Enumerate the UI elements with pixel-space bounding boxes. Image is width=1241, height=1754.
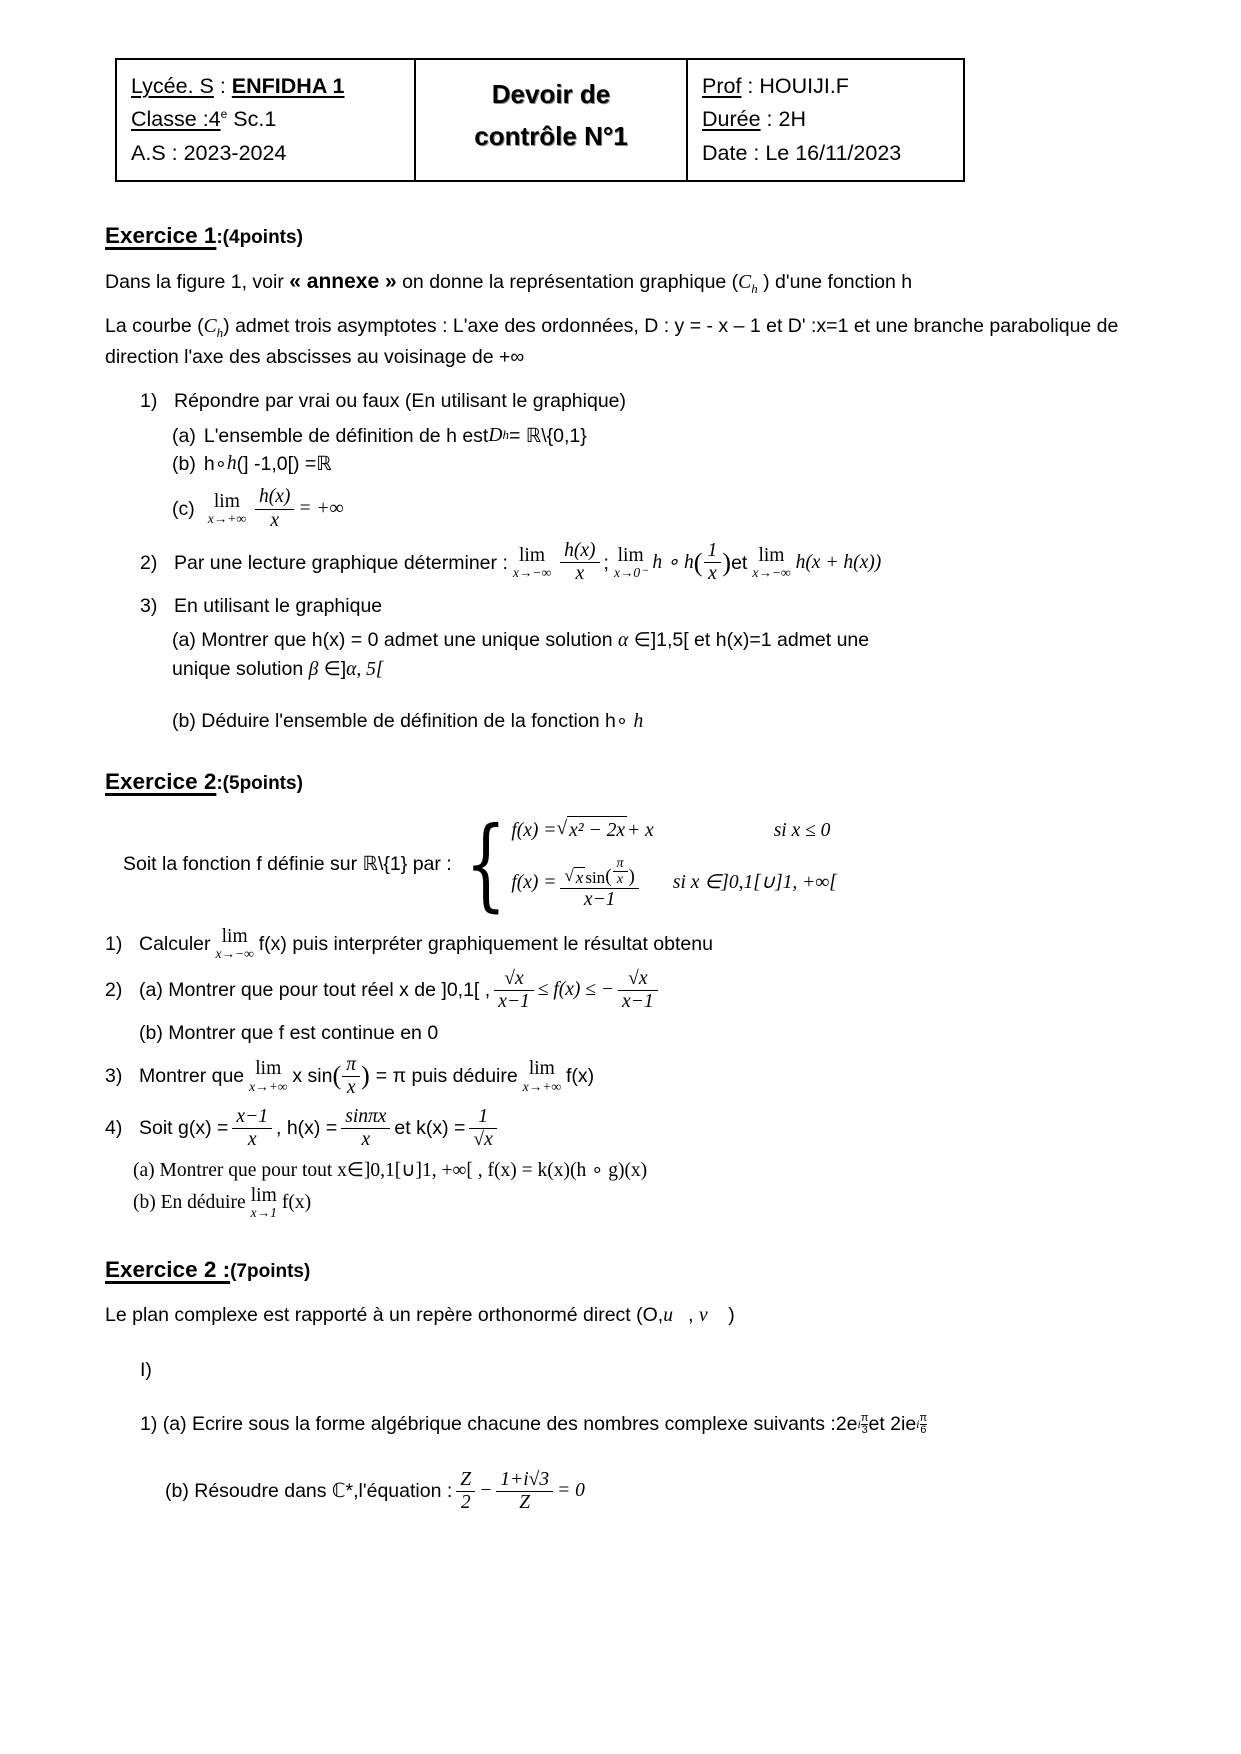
minus-operator: − (479, 1480, 493, 1502)
lim-word: lim (528, 1058, 555, 1080)
limit-expression: h(x + h(x)) (795, 551, 882, 573)
fraction-denominator: 2 (460, 1492, 471, 1514)
text-run: Dans la figure 1, voir (105, 270, 290, 293)
math-fraction (342, 1054, 360, 1100)
fraction-numerator: π (919, 1411, 928, 1424)
ex2-q1-content (139, 927, 713, 962)
text-run: unique solution (172, 658, 309, 681)
alpha-symbol: α (618, 630, 629, 652)
math-fraction (560, 856, 638, 911)
fraction-numerator: 1 (704, 540, 722, 563)
domain-subscript: h (502, 427, 509, 443)
curve-symbol: C (203, 316, 217, 338)
prof-line (702, 70, 953, 103)
text-run: ; (603, 551, 609, 574)
text-run: , 5[ (356, 659, 384, 681)
fraction-denominator: x (575, 563, 585, 585)
v-vector-symbol: v⃗ (698, 1304, 723, 1326)
text-run: = ℝ\{0,1} (508, 424, 587, 447)
fraction-numerator: h(x) (560, 540, 599, 563)
limit-operator (208, 492, 246, 527)
separator: , (688, 1303, 699, 1326)
text-run: = π puis déduire (375, 1065, 518, 1088)
text-run: , h(x) = (276, 1117, 338, 1140)
text-run: (b) Déduire l'ensemble de définition de la fonction h∘ (172, 709, 634, 732)
piecewise-case1 (511, 816, 836, 845)
math-fraction (469, 1106, 496, 1152)
text-run: f(x) (565, 1065, 595, 1088)
prof-label: Prof (702, 74, 742, 98)
fraction-denominator: Z (519, 1492, 531, 1514)
item-number: 2) (140, 551, 158, 574)
ex3-intro-paragraph (105, 1301, 1136, 1330)
school-name: ENFIDHA 1 (231, 74, 345, 98)
class-sup: e (220, 107, 228, 122)
duration-label: Durée (702, 107, 761, 132)
fraction-numerator: π (613, 856, 628, 872)
math-fraction (613, 856, 628, 888)
text-run: (b) Résoudre dans ℂ*,l'équation : (165, 1480, 453, 1503)
limit-operator (513, 546, 551, 581)
text-run: et (731, 551, 748, 574)
limit-operator (752, 546, 790, 581)
piecewise-cases (511, 816, 836, 910)
case1-lhs: f(x) = (511, 819, 557, 841)
lim-word: lim (255, 1058, 282, 1080)
fraction-denominator: 6 (920, 1424, 927, 1437)
radical-sign: √ (556, 818, 568, 840)
fraction-numerator: h(x) (255, 486, 294, 509)
header-info-cell (686, 60, 967, 180)
separator: : (213, 74, 232, 98)
ex1-q3a-line1 (172, 626, 1136, 655)
ex3-part-I (140, 1356, 1136, 1384)
exam-title-line1: Devoir de (491, 79, 611, 109)
item-number: 3) (105, 1065, 123, 1088)
text-run: 1) (a) Ecrire sous la forme algébrique chacune des nombres complexe suivants :2e (140, 1413, 858, 1436)
function-intro-text: Soit la fonction f définie sur ℝ\{1} par : (123, 852, 452, 875)
fraction-denominator: x (247, 1128, 257, 1150)
fraction-denominator: x (616, 872, 624, 888)
item-label: (c) (172, 497, 195, 520)
class-line (131, 103, 400, 136)
case2-lhs: f(x) = (511, 872, 557, 894)
curve-symbol: C (738, 271, 752, 293)
text-run: = +∞ (298, 497, 344, 519)
fraction-numerator: x−1 (232, 1106, 272, 1129)
text-run: Par une lecture graphique déterminer : (174, 551, 508, 574)
beta-symbol: β (308, 659, 319, 681)
text-run: La courbe ( (105, 315, 204, 338)
fraction-denominator: x (361, 1128, 371, 1150)
math-fraction (341, 1106, 390, 1152)
text-run: Montrer que (139, 1065, 245, 1088)
math-fraction (496, 1469, 553, 1515)
ex2-q2b (139, 1019, 1136, 1047)
prof-name: : HOUIJI.F (741, 74, 849, 98)
text-run: (a) Montrer que pour tout réel x de ]0,1[ , (139, 979, 491, 1002)
ex1-q3a-line2 (172, 655, 1136, 684)
ex1-q1b (172, 450, 1136, 478)
lim-word: lim (221, 925, 248, 947)
duration-line (702, 103, 953, 136)
exercise2-points: :(5points) (216, 772, 303, 794)
close-paren: ) (722, 547, 732, 577)
ex1-q2 (140, 540, 1136, 586)
function-symbol: h (226, 452, 237, 474)
fraction-denominator: x (708, 563, 717, 585)
header-school-cell (117, 60, 414, 180)
header-title-cell (414, 60, 686, 180)
question-text: Répondre par vrai ou faux (En utilisant le graphique) (174, 390, 627, 413)
close-paren: ) (361, 1061, 370, 1091)
case1-rest: + x (626, 819, 654, 841)
lim-subscript: x→+∞ (522, 1078, 561, 1094)
ex2-function-definition (123, 805, 1136, 923)
limit-operator (523, 1059, 561, 1094)
exercise3-title: Exercice 2 : (105, 1257, 231, 1283)
duration-value: : 2H (760, 107, 806, 132)
fraction-denominator: x−1 (583, 888, 616, 910)
exercise2-heading (105, 766, 1136, 799)
limit-operator (614, 546, 647, 581)
ex2-q4b (133, 1186, 1136, 1221)
fraction-denominator: x (346, 1077, 356, 1099)
text-run: ) admet trois asymptotes : L'axe des ordonnées, D : y = - x – 1 et D' :x=1 et une branche parabolique de direction l'axe des abscisses au voisinage de +∞ (105, 315, 1119, 369)
ex1-q2-content (174, 540, 1136, 586)
school-year-line: A.S : 2023-2024 (131, 140, 287, 165)
exponent-fraction (861, 1413, 869, 1437)
annexe-ref: « annexe » (289, 269, 397, 293)
curve-subscript: h (751, 280, 758, 296)
lim-subscript: x→−∞ (752, 565, 791, 580)
part-number: I) (140, 1359, 152, 1382)
limit-operator (249, 1059, 287, 1094)
radical-sign: √ (564, 865, 574, 885)
text-run: L'ensemble de définition de h est (203, 424, 489, 447)
text-run: Calculer (139, 933, 211, 956)
exercise1-points: :(4points) (216, 226, 303, 248)
lim-word: lim (250, 1184, 277, 1206)
ex3-q1a (140, 1410, 1136, 1438)
lim-subscript: x→0⁻ (613, 565, 648, 580)
ex2-q4-content (139, 1106, 501, 1152)
lim-word: lim (213, 490, 240, 512)
fraction-denominator: 3 (861, 1424, 868, 1437)
exercise1-heading (105, 220, 1136, 253)
math-fraction (255, 486, 294, 532)
fraction-numerator: √x (618, 968, 658, 991)
text-run: x sin (292, 1065, 333, 1088)
header-table (115, 58, 965, 182)
fraction-denominator: √x (473, 1128, 493, 1150)
exercise2-title: Exercice 2 (105, 768, 217, 794)
text-run: (b) En déduire (133, 1191, 246, 1213)
u-vector-symbol: u⃗ (663, 1304, 689, 1326)
math-fraction (456, 1469, 475, 1515)
alpha-symbol: α (346, 659, 357, 681)
item-label: (a) (172, 424, 196, 447)
fraction-numerator: 1 (469, 1106, 496, 1129)
fraction-numerator (560, 856, 638, 889)
fraction-denominator: x (270, 509, 280, 531)
ex2-q2a-content (139, 968, 662, 1014)
text-run: = 0 (557, 1480, 585, 1502)
text-run: f(x) (281, 1191, 312, 1213)
imaginary-unit: i (857, 1416, 861, 1431)
limit-operator (251, 1186, 277, 1221)
radicand: x² − 2x (567, 816, 627, 845)
curve-subscript: h (216, 325, 224, 341)
math-fraction (560, 540, 599, 586)
fraction-numerator: 1+i√3 (496, 1469, 553, 1492)
composition-expression: h ∘ h (652, 551, 694, 573)
item-number: 4) (105, 1117, 123, 1140)
lim-word: lim (758, 544, 785, 566)
ex1-q3 (140, 592, 1136, 620)
text-run: ∈]1,5[ et h(x)=1 admet une (628, 629, 870, 652)
lim-subscript: x→+∞ (249, 1078, 288, 1094)
school-line (131, 70, 400, 103)
text-run: ) (722, 1303, 735, 1326)
text-run: ) d'une fonction h (757, 270, 913, 293)
lim-subscript: x→−∞ (512, 565, 552, 580)
ex2-q4a (133, 1157, 1136, 1185)
case2-condition: si x ∈]0,1[∪]1, +∞[ (672, 872, 837, 894)
fraction-numerator: π (342, 1054, 360, 1077)
sqrt-expression (556, 816, 627, 845)
sqrt-expression (564, 867, 585, 888)
item-number: 3) (140, 594, 158, 617)
text-run: on donne la représentation graphique ( (396, 270, 739, 293)
lim-subscript: x→+∞ (207, 511, 246, 527)
fraction-numerator: π (860, 1411, 869, 1424)
ex2-q3 (105, 1054, 1136, 1100)
piecewise-brace: { (464, 805, 507, 923)
text-run: (a) Montrer que h(x) = 0 admet une unique solution (172, 629, 619, 652)
ex1-q1a (172, 422, 1136, 450)
text-run: et k(x) = (394, 1117, 466, 1140)
function-symbol: h (633, 710, 644, 732)
text-run: ∈] (318, 658, 347, 681)
text-run: Soit g(x) = (139, 1117, 229, 1140)
ex2-q2 (105, 968, 1136, 1014)
limit-operator (216, 927, 254, 962)
fraction-denominator: x−1 (622, 991, 654, 1012)
exponent-fraction (920, 1413, 928, 1437)
lim-subscript: x→1 (250, 1205, 277, 1221)
text-run: f(x) puis interpréter graphiquement le résultat obtenu (258, 933, 713, 956)
imaginary-unit: i (916, 1416, 920, 1431)
fraction-denominator: x−1 (498, 991, 530, 1012)
text-run: h∘ (203, 452, 227, 475)
class-label: Classe :4 (131, 107, 221, 132)
school-label: Lycée. S (131, 74, 214, 98)
ex1-q1c (172, 486, 1136, 532)
ex1-asymptotes-paragraph (105, 312, 1136, 371)
text-run: Le plan complexe est rapporté à un repère orthonormé direct (O, (105, 1303, 664, 1326)
ex1-q3b (172, 707, 1136, 736)
open-paren: ( (605, 865, 612, 887)
exercise1-title: Exercice 1 (105, 222, 217, 248)
exam-title-line2: contrôle N°1 (474, 120, 628, 151)
math-fraction (704, 540, 722, 586)
exercise3-points: (7points) (230, 1261, 311, 1283)
lim-word: lim (617, 544, 644, 566)
piecewise-case2 (511, 856, 836, 911)
math-fraction (618, 968, 658, 1014)
item-number: 1) (105, 933, 123, 956)
item-number: 2) (105, 979, 123, 1002)
fraction-numerator: Z (456, 1469, 475, 1492)
math-fraction (232, 1106, 272, 1152)
fraction-numerator: sinπx (341, 1106, 390, 1129)
domain-symbol: D (488, 424, 503, 446)
class-rest: Sc.1 (227, 107, 277, 132)
case1-condition: si x ≤ 0 (773, 819, 831, 841)
radicand: x (575, 867, 584, 887)
math-fraction (494, 968, 534, 1014)
question-text: En utilisant le graphique (174, 594, 383, 617)
ex2-q1 (105, 927, 1136, 962)
open-paren: ( (693, 547, 703, 577)
text-run: (a) Montrer que pour tout x∈]0,1[∪]1, +∞[ , f(x) = k(x)(h ∘ g)(x) (133, 1160, 648, 1182)
text-run: (] -1,0[) =ℝ (236, 452, 332, 475)
ex2-q3-content (139, 1054, 594, 1100)
sin-operator: sin (585, 867, 606, 887)
ex2-q4 (105, 1106, 1136, 1152)
lim-word: lim (518, 544, 545, 566)
open-paren: ( (332, 1061, 342, 1091)
text-run: et 2ie (868, 1413, 917, 1436)
ex1-q1 (140, 387, 1136, 415)
ex3-q1b (165, 1469, 1136, 1515)
lim-subscript: x→−∞ (215, 946, 254, 962)
exercise3-heading (105, 1254, 1136, 1287)
text-run: (b) Montrer que f est continue en 0 (139, 1022, 439, 1045)
fraction-numerator: √x (494, 968, 534, 991)
inequality-text: ≤ f(x) ≤ − (537, 979, 615, 1001)
ex1-intro-paragraph (105, 267, 1136, 299)
close-paren: ) (628, 865, 635, 887)
date-line: Date : Le 16/11/2023 (702, 140, 902, 165)
item-number: 1) (140, 390, 158, 413)
item-label: (b) (172, 452, 196, 475)
